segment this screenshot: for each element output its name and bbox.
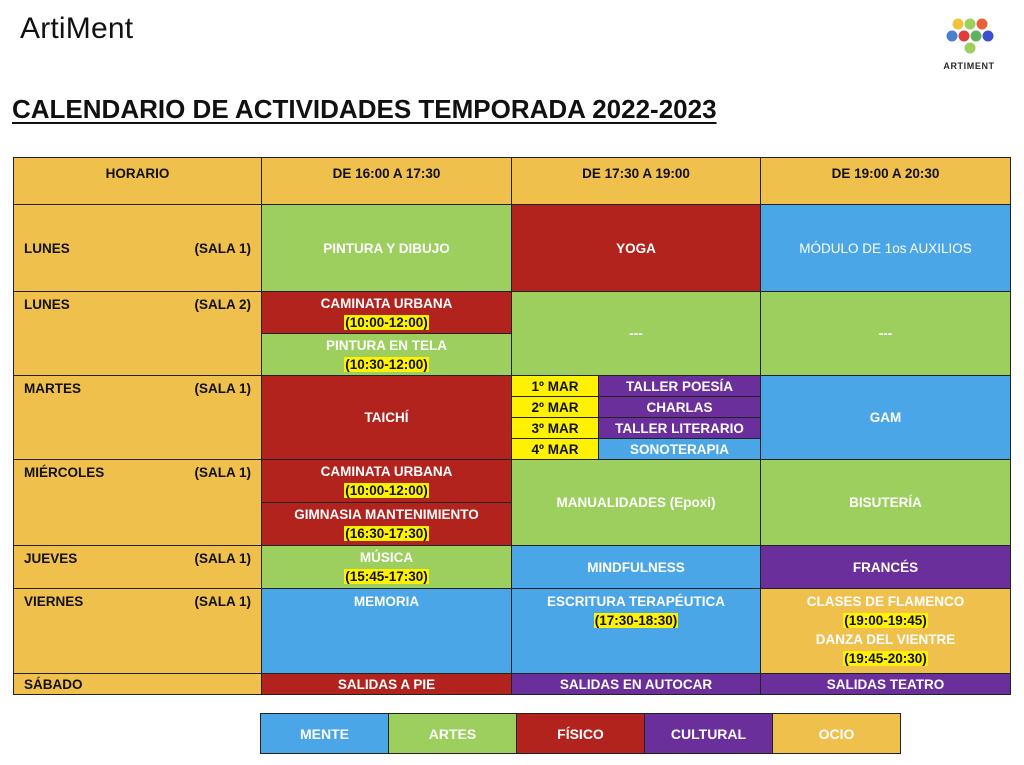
activity-memoria: MEMORIA [262, 589, 512, 674]
activity-flamenco-danza [761, 589, 1011, 674]
day-label [14, 376, 262, 460]
activity-empty: --- [761, 292, 1011, 376]
logo-dot [977, 19, 988, 30]
header-slot-3: DE 19:00 A 20:30 [761, 158, 1011, 205]
day-name: JUEVES [24, 551, 78, 566]
activity-salidas-autocar: SALIDAS EN AUTOCAR [512, 674, 761, 695]
logo-dot [983, 31, 994, 42]
legend-mente: MENTE [261, 714, 389, 754]
activity-gam: GAM [761, 376, 1011, 460]
row-martes [14, 376, 1011, 397]
day-name: VIERNES [24, 594, 84, 609]
row-lunes-sala1 [14, 205, 1011, 292]
week-label: 3º MAR [512, 418, 599, 439]
schedule-table [13, 157, 1011, 695]
activity-name: DANZA DEL VIENTRE [815, 632, 956, 647]
activity-name: CAMINATA URBANA [320, 295, 453, 311]
activity-pintura-tela [262, 334, 512, 376]
activity-time: (10:00-12:00) [345, 483, 428, 498]
activity-sonoterapia: SONOTERAPIA [599, 439, 761, 460]
logo-dot [965, 19, 976, 30]
activity-manualidades: MANUALIDADES (Epoxi) [512, 460, 761, 546]
day-label [14, 589, 262, 674]
activity-time: (19:45-20:30) [844, 651, 927, 666]
logo-dot [965, 43, 976, 54]
color-legend [260, 713, 901, 754]
activity-name: CAMINATA URBANA [320, 464, 453, 479]
week-label: 1º MAR [512, 376, 599, 397]
activity-musica [262, 546, 512, 589]
day-name: LUNES [24, 240, 70, 256]
header-row [14, 158, 1011, 205]
logo-dot [971, 31, 982, 42]
legend-ocio: OCIO [773, 714, 901, 754]
brand-name: ArtiMent [20, 12, 134, 45]
legend-fisico: FÍSICO [517, 714, 645, 754]
day-label [14, 546, 262, 589]
day-name: MARTES [24, 381, 81, 396]
activity-primeros-auxilios: MÓDULO DE 1os AUXILIOS [761, 205, 1011, 292]
day-name: LUNES [24, 297, 70, 312]
activity-escritura-terapeutica [512, 589, 761, 674]
page-title: CALENDARIO DE ACTIVIDADES TEMPORADA 2022-2023 [12, 94, 717, 124]
header-slot-1: DE 16:00 A 17:30 [262, 158, 512, 205]
row-jueves [14, 546, 1011, 589]
legend-artes: ARTES [389, 714, 517, 754]
activity-name: CLASES DE FLAMENCO [806, 594, 965, 609]
activity-name: GIMNASIA MANTENIMIENTO [294, 507, 479, 522]
activity-bisuteria: BISUTERÍA [761, 460, 1011, 546]
activity-taller-poesia: TALLER POESÍA [599, 376, 761, 397]
row-miercoles [14, 460, 1011, 503]
header-horario: HORARIO [14, 158, 262, 205]
activity-name: ESCRITURA TERAPÉUTICA [546, 594, 725, 609]
logo-wordmark: ARTIMENT [943, 61, 995, 71]
activity-gimnasia-mantenimiento [262, 503, 512, 546]
room-name: (SALA 1) [194, 551, 251, 566]
activity-time: (16:30-17:30) [345, 526, 428, 541]
activity-pintura-dibujo: PINTURA Y DIBUJO [262, 205, 512, 292]
room-name: (SALA 1) [194, 240, 251, 256]
row-sabado [14, 674, 1011, 695]
row-viernes [14, 589, 1011, 674]
room-name: (SALA 1) [194, 594, 251, 609]
activity-time: (17:30-18:30) [594, 613, 678, 628]
activity-mindfulness: MINDFULNESS [512, 546, 761, 589]
header-slot-2: DE 17:30 A 19:00 [512, 158, 761, 205]
activity-frances: FRANCÉS [761, 546, 1011, 589]
legend-cultural: CULTURAL [645, 714, 773, 754]
week-label: 4º MAR [512, 439, 599, 460]
day-label [14, 674, 262, 695]
row-lunes-sala2 [14, 292, 1011, 334]
activity-name: MÚSICA [359, 550, 414, 565]
activity-time: (15:45-17:30) [345, 569, 428, 584]
room-name: (SALA 1) [194, 465, 251, 480]
room-name: (SALA 2) [194, 297, 251, 312]
activity-taichi: TAICHÍ [262, 376, 512, 460]
activity-name: PINTURA EN TELA [326, 337, 447, 353]
activity-salidas-teatro: SALIDAS TEATRO [761, 674, 1011, 695]
activity-salidas-pie: SALIDAS A PIE [262, 674, 512, 695]
activity-charlas: CHARLAS [599, 397, 761, 418]
week-label: 2º MAR [512, 397, 599, 418]
activity-time: (10:30-12:00) [345, 356, 428, 372]
day-name: SÁBADO [24, 676, 83, 692]
day-name: MIÉRCOLES [24, 465, 105, 480]
day-label [14, 205, 262, 292]
day-label [14, 460, 262, 546]
activity-empty: --- [512, 292, 761, 376]
activity-time: (19:00-19:45) [844, 613, 927, 628]
activity-time: (10:00-12:00) [345, 314, 428, 330]
logo-dot [959, 31, 970, 42]
logo-dot [953, 19, 964, 30]
room-name: (SALA 1) [194, 381, 251, 396]
activity-yoga: YOGA [512, 205, 761, 292]
activity-taller-literario: TALLER LITERARIO [599, 418, 761, 439]
activity-caminata-urbana [262, 292, 512, 334]
activity-caminata-urbana [262, 460, 512, 503]
day-label [14, 292, 262, 376]
logo-dot [947, 31, 958, 42]
